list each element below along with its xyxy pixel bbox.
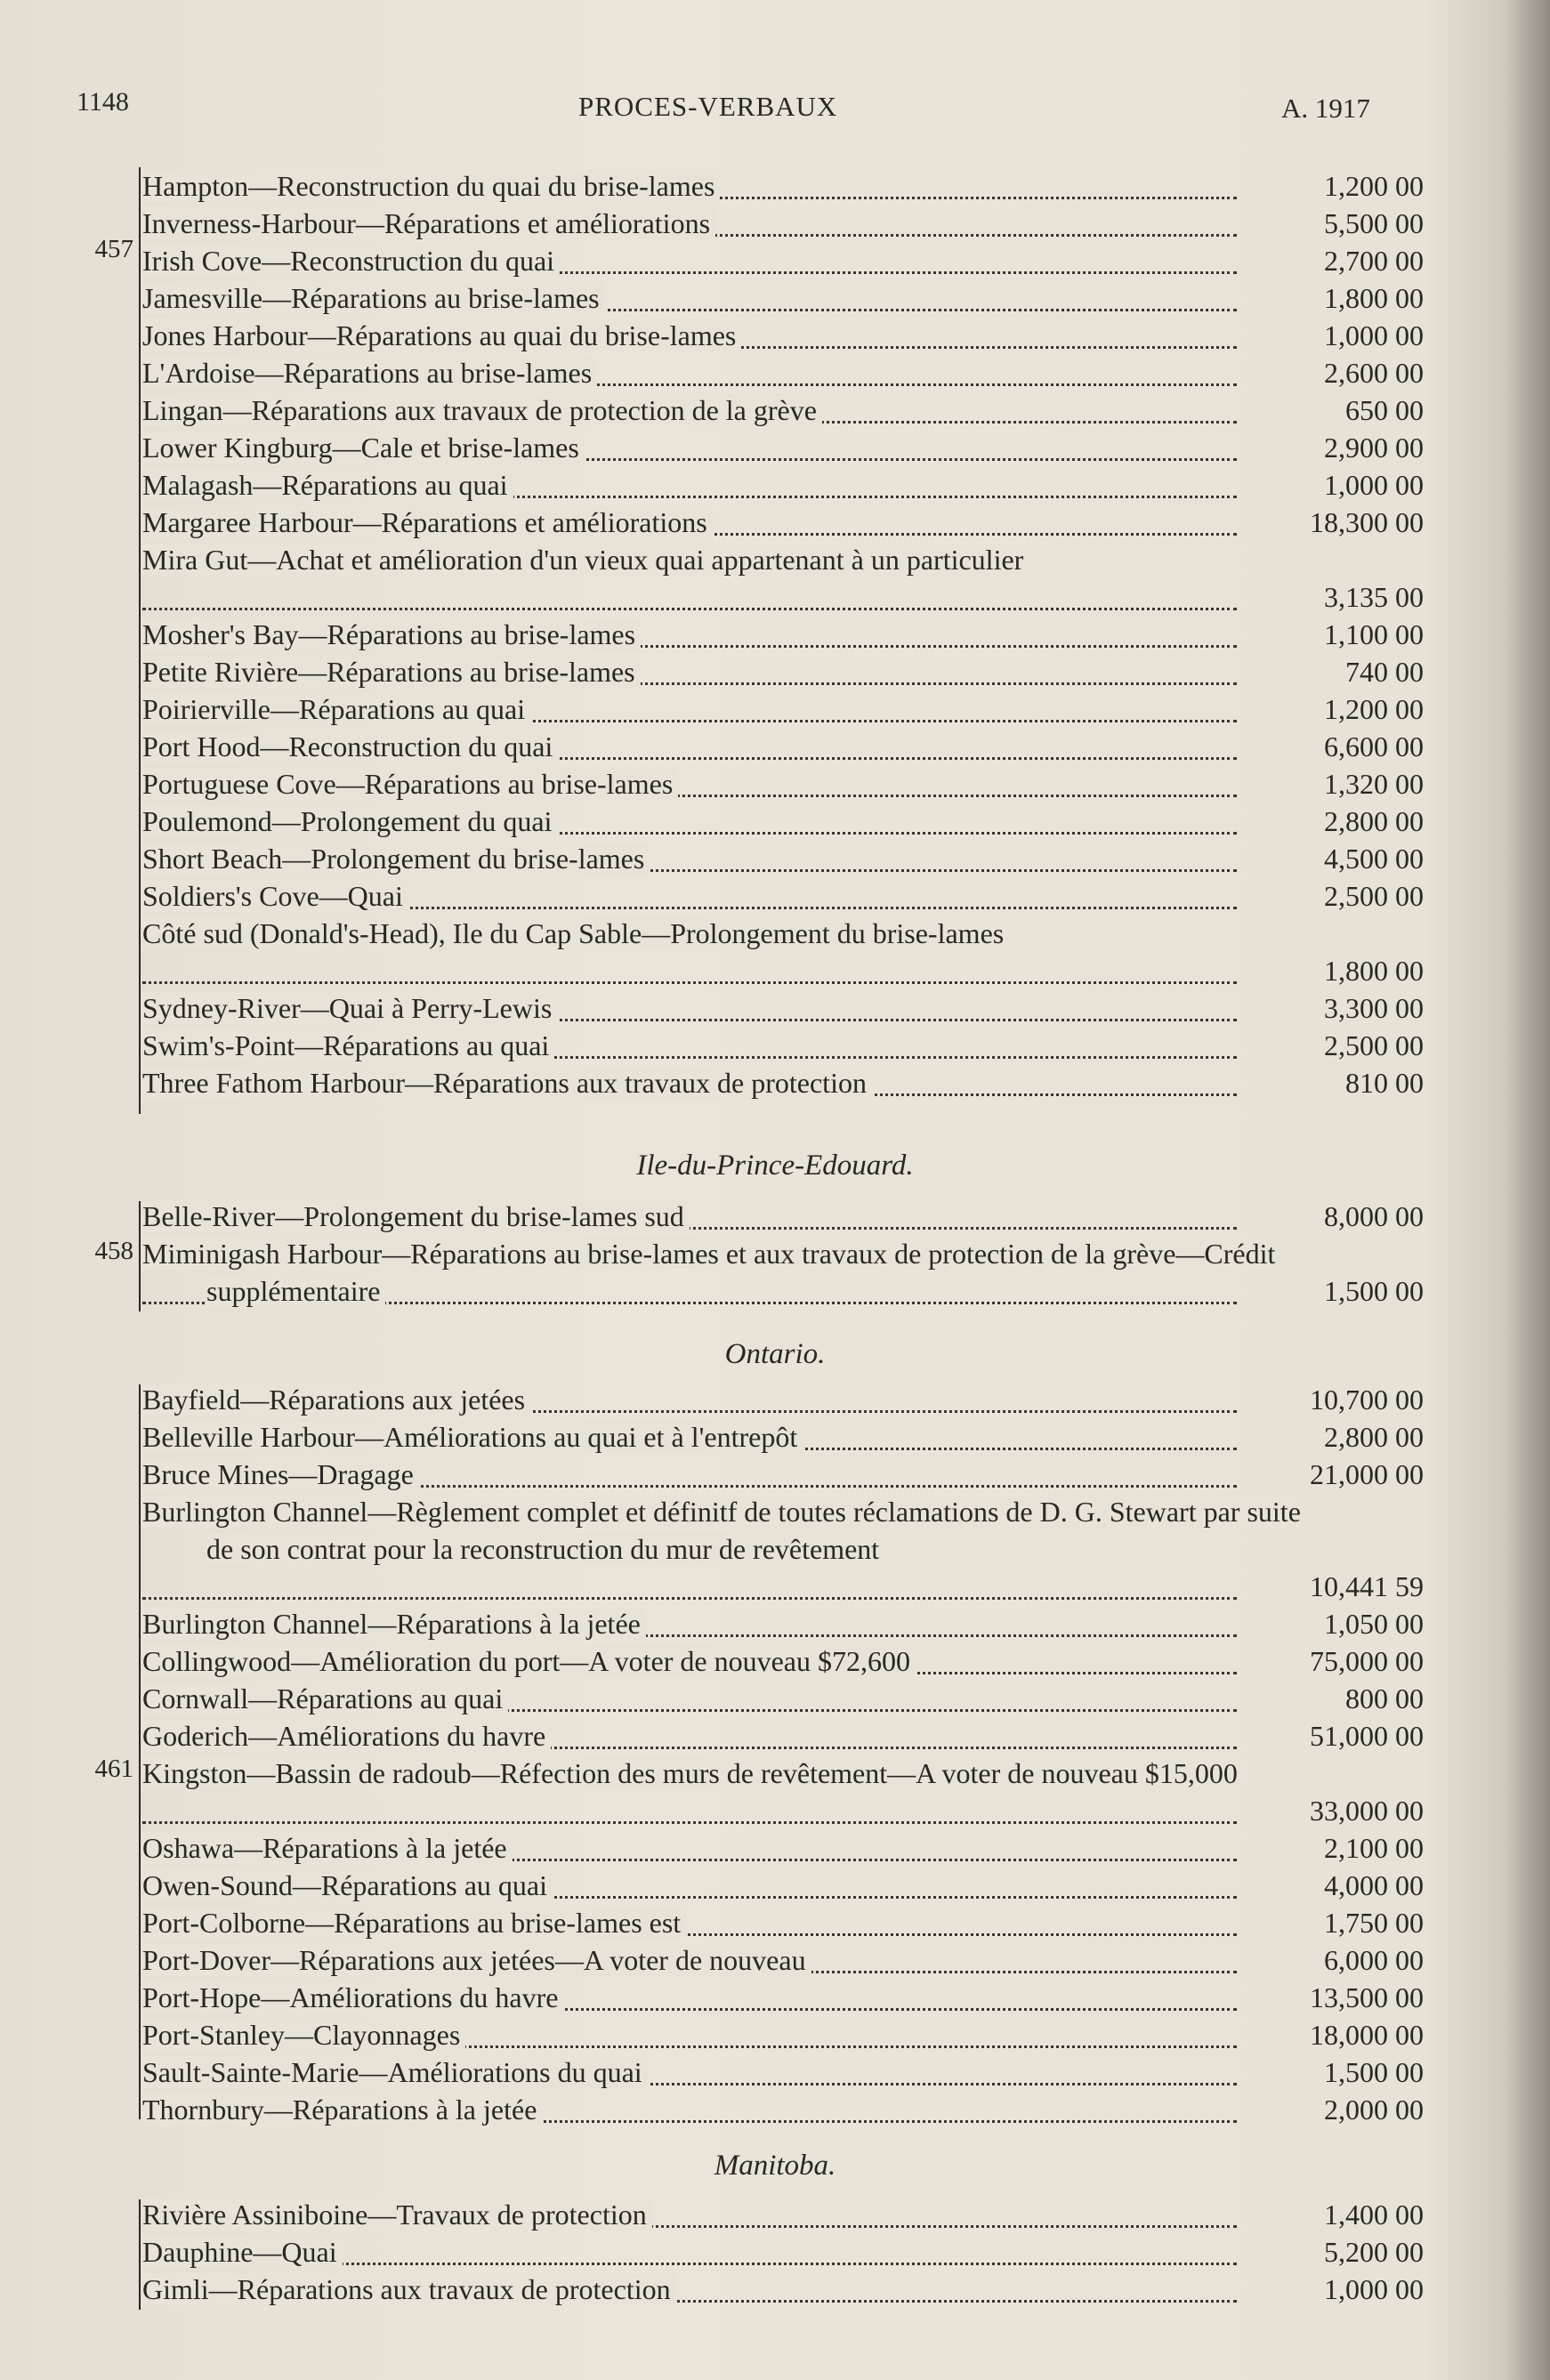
list-item [142,915,1424,989]
item-description-text: Three Fathom Harbour—Réparations aux travaux de protection [142,1067,872,1099]
list-item [142,1235,1424,1310]
list-item [142,504,1424,541]
item-description-text: Poulemond—Prolongement du quai [142,805,557,837]
item-description-text: Port-Hope—Améliorations du havre [142,1981,563,2013]
list-item [142,1605,1424,1642]
item-list [142,2196,1424,2308]
list-item [142,242,1424,279]
item-description-text: Thornbury—Réparations à la jetée [142,2094,542,2126]
item-amount: 1,800 00 [1324,282,1424,314]
dot-leader [142,608,1237,610]
item-description-text: Rivière Assiniboine—Travaux de protection [142,2198,652,2231]
item-amount: 18,000 00 [1310,2019,1424,2051]
item-description-text: Port-Dover—Réparations aux jetées—A voter de nouveau [142,1944,811,1976]
item-amount: 5,500 00 [1324,207,1424,239]
dot-leader [142,1597,1237,1600]
item-description-text: Miminigash Harbour—Réparations au brise-lames et aux travaux de protection de la grève—Crédit supplémentaire [142,1238,1276,1307]
item-amount: 21,000 00 [1310,1458,1424,1490]
section-ontario [53,1381,1424,2128]
item-description-text: Sault-Sainte-Marie—Améliorations du quai [142,2056,648,2088]
item-amount: 6,000 00 [1324,1944,1424,1976]
item-amount: 1,050 00 [1324,1608,1424,1640]
item-description-text: Lower Kingburg—Cale et brise-lames [142,432,585,464]
item-amount: 3,135 00 [1324,581,1424,613]
item-description-text: Burlington Channel—Règlement complet et définitf de toutes réclamations de D. G. Stewart par suite de son contrat pour la reconstruction du mur de revêtement [142,1496,1301,1565]
item-list [142,1198,1424,1310]
list-item [142,803,1424,840]
list-item [142,1904,1424,1941]
item-amount: 2,000 00 [1324,2094,1424,2126]
item-amount: 1,320 00 [1324,768,1424,800]
list-item [142,840,1424,877]
list-item [142,2091,1424,2128]
list-item [142,877,1424,915]
item-amount: 2,800 00 [1324,1421,1424,1453]
page-header [0,87,1550,132]
list-item [142,466,1424,504]
item-description-text: Petite Rivière—Réparations au brise-lames [142,656,641,688]
item-description-text: Owen-Sound—Réparations au quai [142,1869,553,1901]
item-amount: 5,200 00 [1324,2236,1424,2268]
list-item [142,1717,1424,1755]
item-description-text: Bayfield—Réparations aux jetées [142,1384,530,1416]
list-item [142,2271,1424,2308]
list-item [142,429,1424,466]
item-amount: 2,700 00 [1324,245,1424,277]
item-description-text: Swim's-Point—Réparations au quai [142,1029,554,1061]
list-item [142,2053,1424,2091]
item-description-text: Hampton—Reconstruction du quai du brise-lames [142,170,720,202]
list-item [142,1979,1424,2016]
item-amount: 33,000 00 [1310,1795,1424,1827]
item-amount: 2,800 00 [1324,805,1424,837]
item-description [142,915,1319,952]
item-description [142,1493,1319,1568]
item-amount: 1,200 00 [1324,693,1424,725]
item-description-text: Jamesville—Réparations au brise-lames [142,282,605,314]
list-item [142,354,1424,391]
item-description-text: Belleville Harbour—Améliorations au quai et à l'entrepôt [142,1421,803,1453]
item-amount: 1,500 00 [1324,2056,1424,2088]
item-description-text: Short Beach—Prolongement du brise-lames [142,843,650,875]
item-description-text: Port-Colborne—Réparations au brise-lames est [142,1907,686,1939]
section-nova-scotia [53,167,1424,1128]
item-description-text: Mira Gut—Achat et amélioration d'un vieux quai appartenant à un particulier [142,544,1029,576]
item-amount: 6,600 00 [1324,730,1424,762]
list-item [142,1755,1424,1829]
item-amount: 1,000 00 [1324,469,1424,501]
list-item [142,989,1424,1027]
section-heading-ontario: Ontario. [724,1338,826,1370]
list-item [142,1381,1424,1418]
item-amount: 650 00 [1345,394,1424,426]
list-item [142,1198,1424,1235]
item-amount: 4,500 00 [1324,843,1424,875]
item-description-text: Poirierville—Réparations au quai [142,693,530,725]
item-amount: 2,600 00 [1324,357,1424,389]
item-amount: 740 00 [1345,656,1424,688]
item-description-text: Portuguese Cove—Réparations au brise-lames [142,768,678,800]
list-item [142,2016,1424,2053]
list-item [142,1867,1424,1904]
page-title: PROCES-VERBAUX [578,91,838,122]
list-item [142,728,1424,765]
list-item [142,653,1424,690]
item-description-text: Bruce Mines—Dragage [142,1458,419,1490]
list-item [142,167,1424,205]
item-amount: 13,500 00 [1310,1981,1424,2013]
list-item [142,1064,1424,1101]
item-description [142,1235,1319,1310]
list-item [142,1642,1424,1680]
section-pei [53,1198,1424,1322]
item-amount: 1,000 00 [1324,2273,1424,2305]
item-amount: 4,000 00 [1324,1869,1424,1901]
list-item [142,765,1424,803]
list-item [142,391,1424,429]
list-item [142,317,1424,354]
item-description-text: Jones Harbour—Réparations au quai du brise-lames [142,319,741,351]
item-amount: 18,300 00 [1310,506,1424,538]
item-description-text: Sydney-River—Quai à Perry-Lewis [142,992,557,1024]
list-item [142,616,1424,653]
list-item [142,205,1424,242]
item-description-text: Côté sud (Donald's-Head), Ile du Cap Sable—Prolongement du brise-lames [142,917,1009,949]
item-amount: 2,500 00 [1324,1029,1424,1061]
item-amount: 1,200 00 [1324,170,1424,202]
item-description [142,541,1319,578]
item-amount: 800 00 [1345,1682,1424,1714]
item-amount: 1,400 00 [1324,2198,1424,2231]
vote-number: 458 [94,1237,133,1265]
item-description-text: Port Hood—Reconstruction du quai [142,730,558,762]
item-description-text: Mosher's Bay—Réparations au brise-lames [142,618,641,650]
item-amount: 2,100 00 [1324,1832,1424,1864]
section-heading-manitoba: Manitoba. [714,2150,836,2182]
item-description-text: Collingwood—Amélioration du port—A voter de nouveau $72,600 [142,1645,916,1677]
item-list [142,1381,1424,2128]
item-description-text: Margaree Harbour—Réparations et améliorations [142,506,713,538]
section-manitoba [53,2196,1424,2320]
item-amount: 1,500 00 [1324,1275,1424,1307]
item-description-text: Inverness-Harbour—Réparations et améliorations [142,207,715,239]
item-description-text: Oshawa—Réparations à la jetée [142,1832,513,1864]
item-description [142,1755,1319,1792]
vote-number: 461 [94,1755,133,1783]
list-item [142,2196,1424,2233]
section-heading-pei: Ile-du-Prince-Edouard. [636,1150,914,1182]
item-description-text: Cornwall—Réparations au quai [142,1682,508,1714]
item-description-text: Dauphine—Quai [142,2236,343,2268]
item-amount: 75,000 00 [1310,1645,1424,1677]
list-item [142,541,1424,616]
list-item [142,1680,1424,1717]
page-year: A. 1917 [1281,93,1370,124]
item-description-text: Goderich—Améliorations du havre [142,1720,551,1752]
item-amount: 810 00 [1345,1067,1424,1099]
item-description-text: Kingston—Bassin de radoub—Réfection des murs de revêtement—A voter de nouveau $15,000 [142,1757,1243,1789]
item-description-text: Gimli—Réparations aux travaux de protection [142,2273,676,2305]
list-item [142,1493,1424,1605]
item-amount: 1,100 00 [1324,618,1424,650]
dot-leader [142,981,1237,984]
item-description-text: Burlington Channel—Réparations à la jetée [142,1608,646,1640]
item-description-text: Irish Cove—Reconstruction du quai [142,245,560,277]
list-item [142,1941,1424,1979]
item-amount: 3,300 00 [1324,992,1424,1024]
item-description-text: Malagash—Réparations au quai [142,469,513,501]
item-description-text: Lingan—Réparations aux travaux de protection de la grève [142,394,822,426]
item-amount: 10,700 00 [1310,1384,1424,1416]
list-item [142,279,1424,317]
item-amount: 51,000 00 [1310,1720,1424,1752]
item-amount: 10,441 59 [1310,1570,1424,1602]
item-list [142,167,1424,1101]
item-amount: 1,000 00 [1324,319,1424,351]
item-amount: 8,000 00 [1324,1200,1424,1232]
list-item [142,1456,1424,1493]
item-description-text: Port-Stanley—Clayonnages [142,2019,465,2051]
vote-number: 457 [94,235,133,263]
list-item [142,690,1424,728]
list-item [142,1027,1424,1064]
list-item [142,1829,1424,1867]
item-amount: 2,500 00 [1324,880,1424,912]
item-amount: 1,800 00 [1324,955,1424,987]
item-amount: 1,750 00 [1324,1907,1424,1939]
item-description-text: Belle-River—Prolongement du brise-lames sud [142,1200,690,1232]
item-description-text: Soldiers's Cove—Quai [142,880,408,912]
page-number: 1148 [77,87,129,117]
list-item [142,1418,1424,1456]
item-amount: 2,900 00 [1324,432,1424,464]
list-item [142,2233,1424,2271]
item-description-text: L'Ardoise—Réparations au brise-lames [142,357,597,389]
dot-leader [142,1821,1237,1824]
